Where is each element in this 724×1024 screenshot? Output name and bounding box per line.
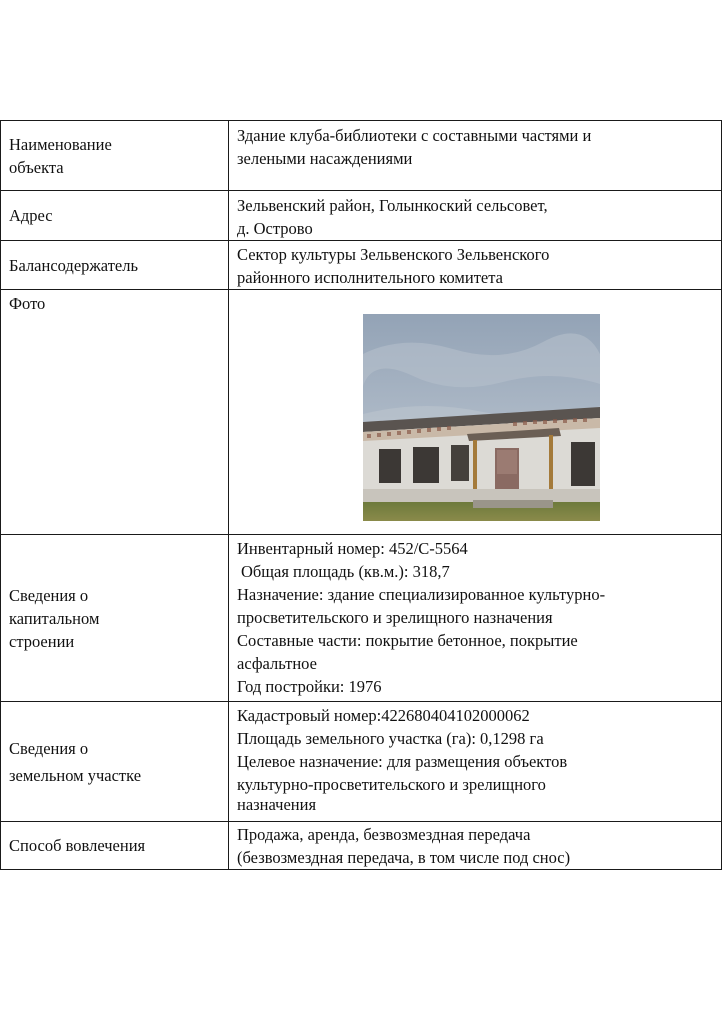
property-info-table (0, 120, 722, 870)
land-purpose-line-2: культурно-просветительского и зрелищного (237, 775, 546, 794)
building-total-area: Общая площадь (кв.м.): 318,7 (241, 562, 450, 581)
label-land-info-line-2: земельном участке (9, 765, 142, 785)
label-building-info-line-2: капитальном (9, 608, 100, 628)
label-object-name-line-2: объекта (9, 157, 64, 177)
value-building-info (229, 535, 722, 702)
row-involvement-method (1, 822, 722, 870)
value-balance-holder (229, 241, 722, 290)
label-involvement-method-text: Способ вовлечения (9, 836, 146, 855)
label-building-info-line-1: Сведения о (9, 585, 89, 605)
building-inventory-number: Инвентарный номер: 452/С-5564 (237, 539, 468, 558)
value-object-name-line-2: зелеными насаждениями (237, 149, 413, 168)
label-involvement-method (1, 822, 229, 870)
label-building-info (1, 535, 229, 702)
label-address (1, 191, 229, 241)
building-parts-line-2: асфальтное (237, 654, 317, 673)
building-photo-image (363, 314, 600, 521)
land-purpose-line-1: Целевое назначение: для размещения объектов (237, 752, 568, 771)
row-building-info (1, 535, 722, 702)
value-address-line-2: д. Острово (237, 219, 313, 238)
building-photo (363, 314, 600, 521)
row-address (1, 191, 722, 241)
building-year: Год постройки: 1976 (237, 677, 382, 696)
row-object-name (1, 121, 722, 191)
value-balance-holder-line-1: Сектор культуры Зельвенского Зельвенского (237, 245, 550, 264)
label-balance-holder (1, 241, 229, 290)
value-involvement-method (229, 822, 722, 870)
land-area: Площадь земельного участка (га): 0,1298 га (237, 729, 544, 748)
label-balance-holder-text: Балансодержатель (9, 255, 138, 275)
land-purpose-line-3: назначения (237, 795, 317, 814)
building-purpose-line-2: просветительского и зрелищного назначения (237, 608, 553, 627)
value-address (229, 191, 722, 241)
value-object-name (229, 121, 722, 191)
row-land-info (1, 702, 722, 822)
value-land-info (229, 702, 722, 822)
label-object-name (1, 121, 229, 191)
land-cadastral-number: Кадастровый номер:422680404102000062 (237, 706, 530, 725)
value-object-name-line-1: Здание клуба-библиотеки с составными частями и (237, 126, 592, 145)
building-purpose-line-1: Назначение: здание специализированное культурно- (237, 585, 606, 604)
label-land-info-line-1: Сведения о (9, 738, 89, 758)
value-address-line-1: Зельвенский район, Голынкоский сельсовет, (237, 196, 548, 215)
value-balance-holder-line-2: районного исполнительного комитета (237, 268, 503, 287)
row-photo (1, 290, 722, 535)
label-land-info (1, 702, 229, 822)
value-involvement-method-line-2: (безвозмездная передача, в том числе под снос) (237, 848, 571, 867)
label-address-text: Адрес (9, 206, 53, 225)
value-photo (229, 290, 722, 535)
row-balance-holder (1, 241, 722, 290)
value-involvement-method-line-1: Продажа, аренда, безвозмездная передача (237, 825, 531, 844)
label-photo-text: Фото (9, 294, 46, 313)
label-building-info-line-3: строении (9, 631, 75, 651)
label-photo (1, 290, 229, 535)
building-parts-line-1: Составные части: покрытие бетонное, покрытие (237, 631, 578, 650)
label-object-name-line-1: Наименование (9, 134, 112, 154)
